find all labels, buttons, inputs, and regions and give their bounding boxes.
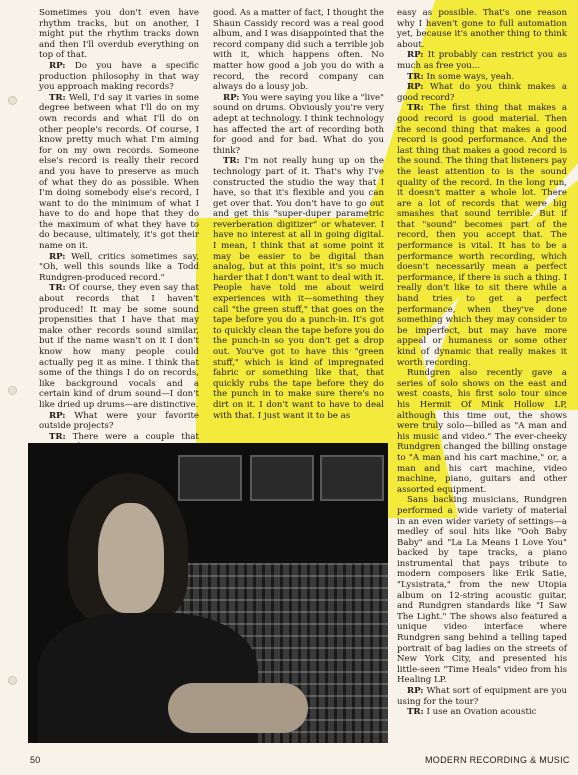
paragraph: RP: What do you think makes a good record? bbox=[397, 82, 567, 103]
text-column-1 bbox=[39, 8, 199, 453]
speaker-tag: TR: bbox=[223, 156, 240, 167]
page-number: 50 bbox=[30, 755, 41, 765]
speaker-tag: TR: bbox=[407, 103, 424, 114]
speaker-tag: RP: bbox=[49, 251, 66, 262]
speaker-tag: TR: bbox=[407, 707, 424, 718]
paragraph: RP: You were saying you like a "live" sound on drums. Obviously you're very adept at technology. I think technology has affected the art of recording both for good and for bad. What do you think? bbox=[213, 92, 384, 156]
speaker-tag: RP: bbox=[49, 60, 66, 71]
paragraph: TR: There were a couple that bbox=[49, 431, 199, 442]
paragraph: Sans backing musicians, Rundgren performed a wide variety of material in an even wider variety of settings—a medley of soul hits like "Ooh Baby Baby" and "La La Means I Love You" backed by tape tracks, a piano instrumental that pays tribute to modern composers like Erik Satie, "Lysistrata," from the new Utopia album on 12-string acoustic guitar, and Rundgren standards like "I Saw The Light." The shows also featured a unique video interface where Rundgren sang behind a telling taped portrait of bag ladies on the streets of New York City, and presented his little-seen "Time Heals" video from his Healing LP. bbox=[397, 495, 567, 686]
speaker-tag: RP: bbox=[49, 410, 66, 421]
paragraph: Sometimes you don't even have rhythm tracks, but on another, I might put the rhythm tracks down and then I'll overdub everything on top of that. bbox=[39, 8, 199, 61]
paragraph: RP: What sort of equipment are you using for the tour? bbox=[397, 686, 567, 707]
paragraph: RP: Well, critics sometimes say, "Oh, well this sounds like a Todd Rundgren-produced record." bbox=[39, 251, 199, 283]
speaker-tag: TR: bbox=[49, 283, 66, 294]
text-column-2 bbox=[213, 8, 384, 421]
paragraph: good. As a matter of fact, I thought the Shaun Cassidy record was a real good album, and I was disappointed that the record company did such a terrible job with it, which happens often. No matter how good a job you do with a record, the record company can always do a lousy job. bbox=[213, 8, 384, 93]
paragraph: RP: Do you have a specific production philosophy in that way you approach making records? bbox=[39, 60, 199, 93]
magazine-name: MODERN RECORDING & MUSIC bbox=[425, 755, 570, 765]
monitor-screen bbox=[250, 455, 314, 501]
studio-photo bbox=[28, 443, 388, 743]
person-arms bbox=[168, 683, 308, 733]
binder-hole bbox=[8, 676, 17, 685]
paragraph: easy as possible. That's one reason why I haven't gone to full automation yet, because it's another thing to think about. bbox=[397, 8, 567, 50]
speaker-tag: TR: bbox=[49, 431, 66, 442]
paragraph: TR: I use an Ovation acoustic bbox=[407, 707, 537, 718]
paragraph: TR: I'm not really hung up on the technology part of it. That's why I've constructed the studio the way that I have, so that it's flexible and you can get over that. You don't have to go out and get this "super-duper parametric reverberation digitizer" or whatever. I have no interest at all in going digital. I mean, I think that at some point it may be easier to be digital than analog, but at this point, it's so much harder that I don't want to deal with it. People have told me about weird experiences with it—something they call "the green stuff," that goes on the tape before you do a punch-in. It's got to quickly clean the tape before you do the punch-in so you don't get a drop out. You've got to have this "green stuff," which is kind of impregnated fabric or something like that, that quickly rubs the tape before they do the punch in to make sure there's no dirt on it. I don't want to have to deal with that. I just want it to be as bbox=[213, 156, 384, 421]
monitor-screen bbox=[320, 455, 384, 501]
paragraph: TR: Well, I'd say it varies in some degree between what I'll do on my own records and what I'll do on other people's records. Of course, I know pretty much what I'm aiming for on my own records. Someone else's record is really their record and you have to preserve as much of what they do as possible. When I'm doing somebody else's record, I want to do the minimum of what I have to do and hope that they do the maximum of what they have to do because, ultimately, it's got their name on it. bbox=[39, 92, 199, 252]
text-column-3 bbox=[397, 8, 567, 718]
monitor-screen bbox=[178, 455, 242, 501]
speaker-tag: RP: bbox=[407, 82, 424, 93]
speaker-tag: RP: bbox=[223, 92, 240, 103]
speaker-tag: RP: bbox=[407, 50, 424, 61]
speaker-tag: RP: bbox=[407, 686, 424, 696]
paragraph: Rundgren also recently gave a series of solo shows on the east and west coasts, his first solo tour since his Hermit Of Mink Hollow LP, although this time out, the shows were truly solo—billed as "A man and his music and video." The ever-cheeky Rundgren changed the billing onstage to "A man and his cart machine," or, a man and his cart machine, video machine, piano, guitars and other assorted equipment. bbox=[397, 368, 567, 495]
paragraph: TR: The first thing that makes a good record is good material. Then the second thing that makes a good record is good performance. And the last thing that makes a good record is the sound. The thing that listeners pay the least attention to is the sound quality of the record. In the long run, it doesn't matter a whole lot. There are a lot of records that were big smashes that sound terrible. But if that "sound" becomes part of the record, then you accept that. The performance is vital. It has to be a performance worth recording, which doesn't necessarily mean a perfect performance, if there is such a thing. I really don't like to sit there while a band tries to get a perfect performance, when they've done something which they may consider to be imperfect, but may have more appeal or humaness or some other kind of dynamic that really makes it worth recording. bbox=[397, 103, 567, 368]
binder-hole bbox=[8, 96, 17, 105]
person-face bbox=[98, 503, 164, 613]
paragraph: TR: Of course, they even say that about records that I haven't produced! It may be some sound propensities that I have that may make other records sound similar, but if the name wasn't on it I don't know how many people could actually peg it as mine. I think that some of the things I do on records, like background vocals and a certain kind of drum sound—I don't like dried up drums—are distinctive. bbox=[39, 283, 199, 410]
paragraph: TR: In some ways, yeah. bbox=[407, 71, 515, 82]
paragraph: RP: What were your favorite outside projects? bbox=[39, 410, 199, 432]
paragraph: RP: It probably can restrict you as much as free you... bbox=[397, 50, 567, 71]
binder-hole bbox=[8, 386, 17, 395]
speaker-tag: TR: bbox=[407, 71, 424, 82]
speaker-tag: TR: bbox=[49, 92, 66, 103]
